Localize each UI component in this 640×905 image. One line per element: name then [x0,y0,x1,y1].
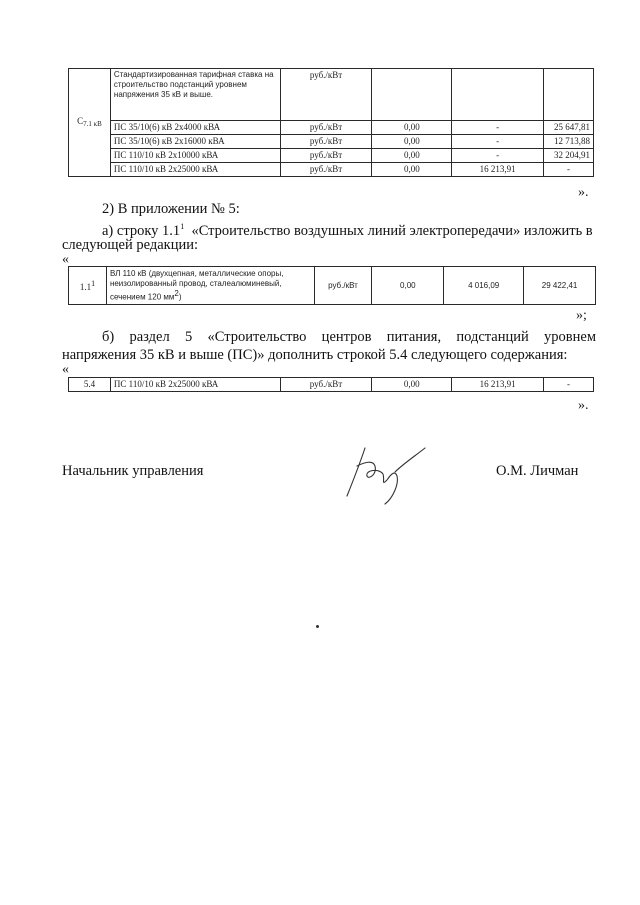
handwritten-signature [325,440,435,510]
paragraph-item-2: 2) В приложении № 5: [102,201,240,217]
label-cell [69,69,111,177]
close-quote-2: »; [576,308,587,323]
row-number: $1.1^1$ [69,267,107,305]
close-quote-1: ». [578,185,589,200]
table-row: ПС 110/10 кВ 2х10000 кВА руб./кВт 0,00 - 32 204,91 [69,149,594,163]
tariff-table-new-row [68,377,594,392]
table-row [69,69,594,121]
stray-dot [316,625,319,628]
paragraph-b-line2: напряжения 35 кВ и выше (ПС)» дополнить строкой 5.4 следующего содержания: [62,347,568,363]
table-row: ПС 35/10(6) кВ 2х4000 кВА руб./кВт 0,00 - 25 647,81 [69,121,594,135]
signature-position: Начальник управления [62,463,204,479]
open-quote-2: « [62,362,69,377]
row-description: ВЛ 110 кВ (двухцепная, металлические опоры, неизолированный провод, сталеалюминевый, сечением 120 $мм^2$) [106,267,314,305]
label-cell-main: C [77,115,84,126]
tariff-table-overhead-lines [68,266,596,305]
header-unit: руб./кВт [280,69,372,121]
header-description: Стандартизированная тарифная ставка на строительство подстанций уровнем напряжения 35 кВ и выше. [110,69,280,121]
tariff-table-substations [68,68,594,177]
close-quote-3: ». [578,398,589,413]
signature-name: О.М. Личман [496,463,579,479]
table-row: $1.1^1$ ВЛ 110 кВ (двухцепная, металлические опоры, неизолированный провод, сталеалюминевый, сечением 120 $мм^2$) руб./кВт 0,00 4 016,09 29 422,41 [69,267,596,305]
paragraph-a-line2: следующей редакции: [62,237,199,253]
label-cell-sub: 7.1 кВ [83,119,102,128]
table-row: 5.4 ПС 110/10 кВ 2х25000 кВА руб./кВт 0,00 16 213,91 - [69,378,594,392]
paragraph-b-line1: б) раздел 5 «Строительство центров питания, подстанций уровнем [102,329,596,345]
table-row: ПС 35/10(6) кВ 2х16000 кВА руб./кВт 0,00 - 12 713,88 [69,135,594,149]
paragraph-a: а) строку $1.1^1$ «Строительство воздушных линий электропередачи» изложить в [102,222,593,239]
open-quote-1: « [62,252,69,267]
table-row: ПС 110/10 кВ 2х25000 кВА руб./кВт 0,00 16 213,91 - [69,163,594,177]
